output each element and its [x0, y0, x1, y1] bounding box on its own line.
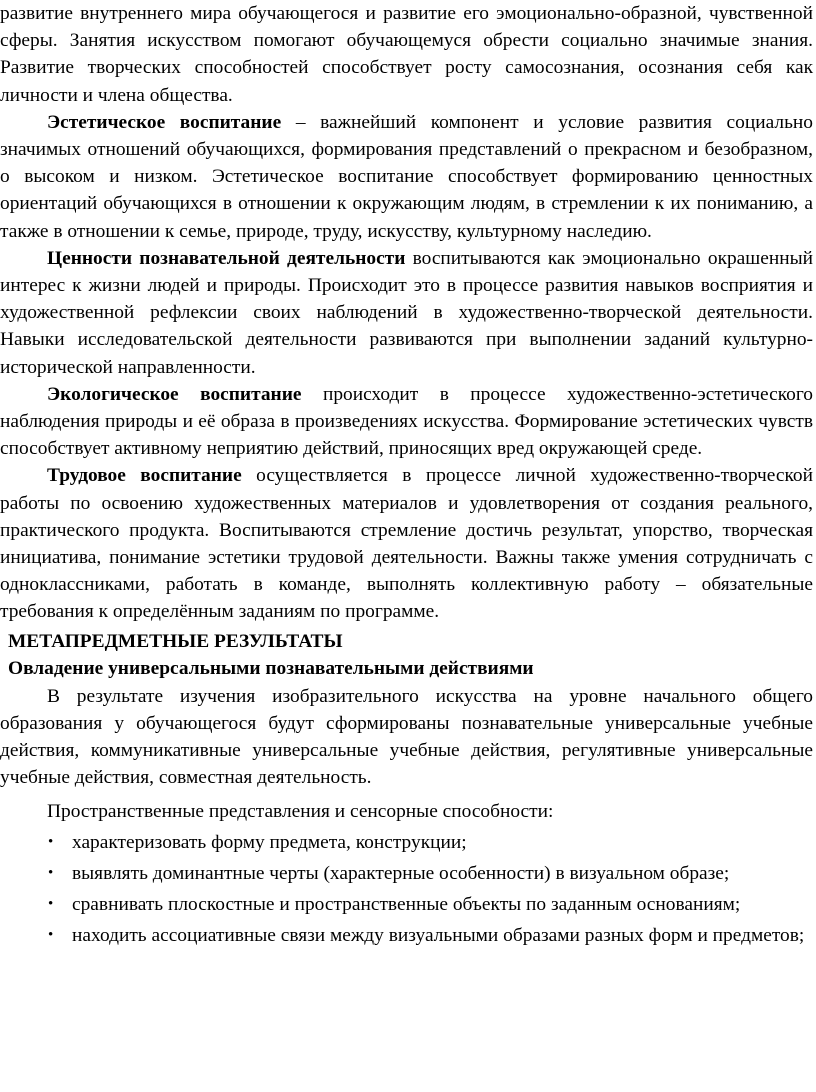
bullet-icon: •: [48, 833, 54, 850]
bullet-icon: •: [48, 896, 54, 913]
paragraph-aesthetic-education: [0, 109, 813, 245]
paragraph-cognitive-values: [0, 245, 813, 381]
list-lead-text: Пространственные представления и сенсорные способности:: [47, 800, 554, 822]
paragraph-ecological-education: [0, 381, 813, 463]
paragraph-labor-education: [0, 462, 813, 625]
list-item-text: сравнивать плоскостные и пространственные объекты по заданным основаниям;: [72, 894, 741, 916]
paragraph-inner-world: [0, 0, 813, 109]
list-item-text: находить ассоциативные связи между визуальными образами разных форм и предметов;: [72, 925, 805, 947]
bullet-icon: •: [48, 927, 54, 944]
list-lead: [0, 798, 813, 825]
section-heading-meta-results: МЕТАПРЕДМЕТНЫЕ РЕЗУЛЬТАТЫ: [8, 630, 343, 652]
list-item: [0, 860, 813, 887]
list-item: [0, 922, 813, 949]
term-ecological-education: Экологическое воспитание: [47, 383, 302, 405]
term-cognitive-values: Ценности познавательной деятельности: [47, 247, 406, 269]
list-item: [0, 829, 813, 856]
list-item-text: характеризовать форму предмета, конструкции;: [72, 831, 467, 853]
term-aesthetic-education: Эстетическое воспитание: [47, 111, 282, 133]
list-item: [0, 891, 813, 918]
list-item-text: выявлять доминантные черты (характерные особенности) в визуальном образе;: [72, 863, 730, 885]
bullet-list: [0, 829, 813, 950]
bullet-icon: •: [48, 865, 54, 882]
paragraph-text: осуществляется в процессе личной художественно-творческой работы по освоению художественных материалов и удовлетворения от создания реального, практического продукта. Воспитываются стремление достичь результат, упорство, творческая инициатива, понимание эстетики трудовой деятельности. Важны также умения сотрудничать с одноклассниками, работать в команде, выполнять коллективную работу – обязательные требования к определённым заданиям по программе.: [0, 465, 813, 623]
paragraph-intro: [0, 683, 813, 792]
subsection-heading-cognitive-actions: Овладение универсальными познавательными действиями: [8, 658, 534, 680]
paragraph-text: воспитываются как эмоционально окрашенный интерес к жизни людей и природы. Происходит это в процессе развития навыков восприятия и художественной рефлексии своих наблюдений в художественно-творческой деятельности. Навыки исследовательской деятельности развиваются при выполнении заданий культурно-исторической направленности.: [0, 247, 813, 378]
paragraph-text: происходит в процессе художественно-эстетического наблюдения природы и её образа в произведениях искусства. Формирование эстетических чувств способствует активному неприятию действий, приносящих вред окружающей среде.: [0, 383, 813, 460]
paragraph-text: – важнейший компонент и условие развития социально значимых отношений обучающихся, формирования представлений о прекрасном и безобразном, о высоком и низком. Эстетическое воспитание способствует формированию ценностных ориентаций обучающихся в отношении к окружающим людям, в стремлении к их пониманию, а также в отношении к семье, природе, труду, искусству, культурному наследию.: [0, 111, 813, 242]
term-labor-education: Трудовое воспитание: [47, 465, 242, 487]
paragraph-text: развитие внутреннего мира обучающегося и развитие его эмоционально-образной, чувственной сферы. Занятия искусством помогают обучающемуся обрести социально значимые знания. Развитие творческих способностей способствует росту самосознания, осознания себя как личности и члена общества.: [0, 3, 813, 106]
paragraph-text: В результате изучения изобразительного искусства на уровне начального общего образования у обучающегося будут сформированы познавательные универсальные учебные действия, коммуникативные универсальные учебные действия, регулятивные универсальные учебные действия, совместная деятельность.: [0, 685, 813, 789]
